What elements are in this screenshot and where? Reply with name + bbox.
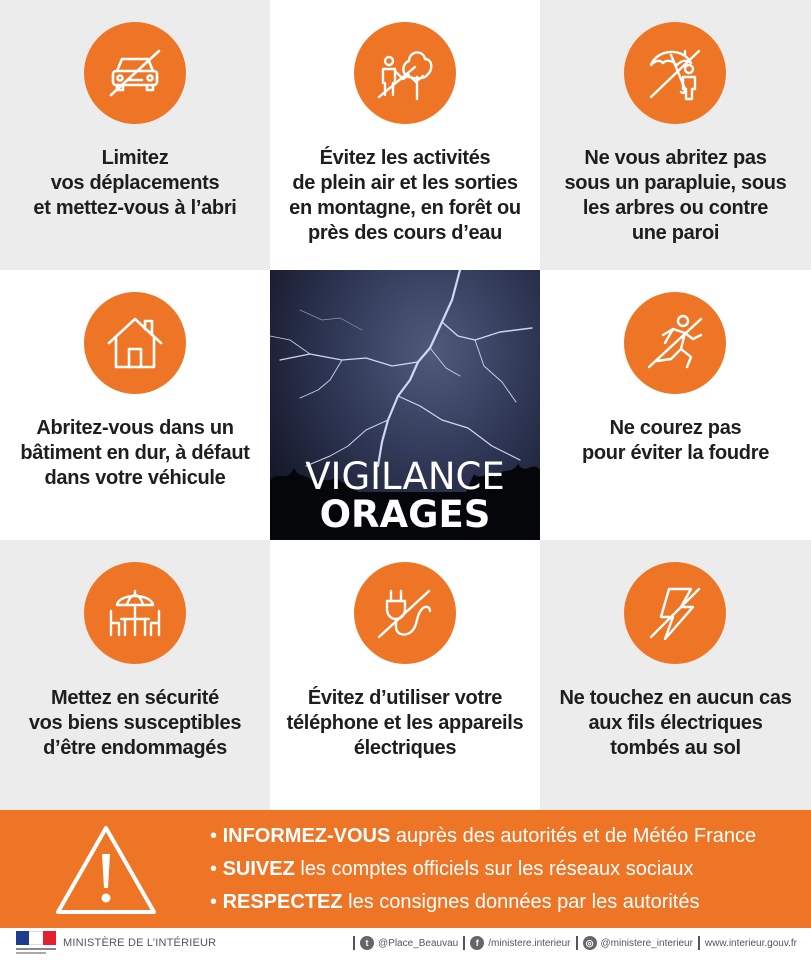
storm-title-line1: VIGILANCE (305, 455, 505, 498)
tip-house-text: Abritez-vous dans un bâtiment en dur, à défaut dans votre véhicule (20, 417, 250, 489)
marianne-logo (16, 931, 56, 955)
tip-outdoor (270, 0, 540, 270)
facebook-icon: f (470, 936, 484, 950)
website-url: www.interieur.gouv.fr (704, 937, 797, 949)
twitter-handle: @Place_Beauvau (378, 937, 459, 949)
advice-list (210, 820, 801, 919)
tip-wire-text: Ne touchez en aucun cas aux fils électriques tombés au sol (559, 687, 792, 759)
tip-wire (540, 540, 811, 810)
no-car-icon (84, 22, 186, 124)
storm-title-line2: ORAGES (319, 493, 491, 536)
no-outdoor-activity-icon (354, 22, 456, 124)
tip-umbrella-text: Ne vous abritez pas sous un parapluie, sous les arbres ou contre une paroi (564, 147, 787, 244)
advice-item: • SUIVEZ les comptes officiels sur les réseaux sociaux (210, 858, 694, 880)
tip-run-text: Ne courez pas pour éviter la foudre (581, 417, 770, 464)
garden-furniture-icon (84, 562, 186, 664)
footer (0, 928, 811, 960)
tip-car (0, 0, 270, 270)
advice-rest: les comptes officiels sur les réseaux sociaux (294, 858, 694, 880)
advice-lead: RESPECTEZ (222, 891, 343, 913)
advice-item: • RESPECTEZ les consignes données par les autorités (210, 891, 700, 913)
facebook-link[interactable] (470, 936, 570, 950)
tip-house (0, 270, 270, 540)
advice-item: • INFORMEZ-VOUS auprès des autorités et de Météo France (210, 825, 757, 847)
instagram-link[interactable] (583, 936, 693, 950)
twitter-link[interactable] (360, 936, 458, 950)
tip-plug-text: Évitez d’utiliser votre téléphone et les appareils électriques (286, 687, 524, 759)
tip-outdoor-text: Évitez les activités de plein air et les sorties en montagne, en forêt ou près des cours d’eau (289, 147, 521, 244)
instagram-handle: @ministere_interieur (600, 937, 693, 949)
ministry-name: MINISTÈRE DE L’INTÉRIEUR (63, 937, 217, 949)
advice-rest: les consignes données par les autorités (342, 891, 700, 913)
tip-umbrella (540, 0, 811, 270)
advice-banner (0, 810, 811, 928)
tip-car-text: Limitez vos déplacements et mettez-vous à l’abri (33, 147, 237, 219)
tip-garden (0, 540, 270, 810)
advice-lead: SUIVEZ (222, 858, 295, 880)
twitter-icon: t (360, 936, 374, 950)
no-electric-wire-icon (624, 562, 726, 664)
warning-icon (52, 822, 160, 918)
house-icon (84, 292, 186, 394)
tip-plug (270, 540, 540, 810)
no-electric-plug-icon (354, 562, 456, 664)
advice-lead: INFORMEZ-VOUS (222, 825, 391, 847)
tip-garden-text: Mettez en sécurité vos biens susceptibles d’être endommagés (28, 687, 242, 759)
storm-title (270, 455, 540, 536)
website-link[interactable] (705, 938, 797, 949)
no-running-icon (624, 292, 726, 394)
facebook-handle: /ministere.interieur (488, 937, 571, 949)
social-links (348, 936, 797, 950)
no-umbrella-icon (624, 22, 726, 124)
tip-run (540, 270, 811, 540)
instagram-icon: ◎ (583, 936, 597, 950)
storm-image (270, 270, 540, 540)
advice-rest: auprès des autorités et de Météo France (390, 825, 757, 847)
